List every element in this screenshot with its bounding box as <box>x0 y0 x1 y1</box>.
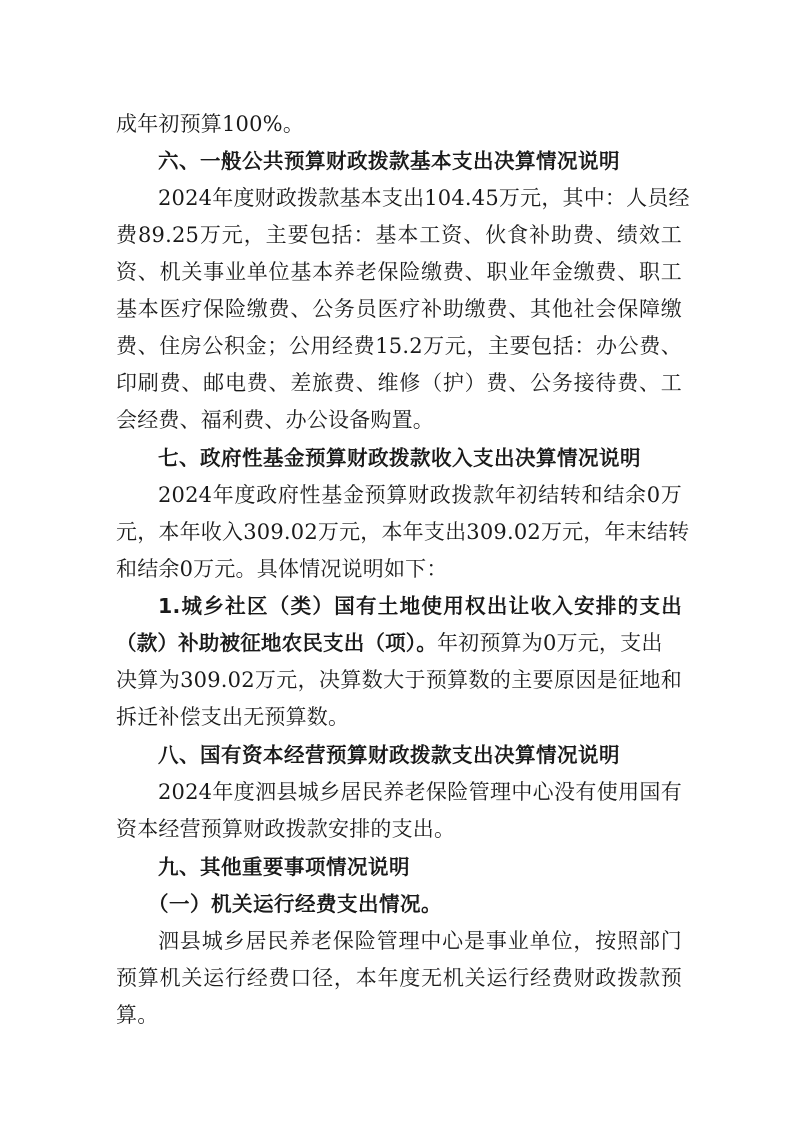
paragraph-line: 资、机关事业单位基本养老保险缴费、职业年金缴费、职工 <box>116 260 682 284</box>
paragraph-line: 2024年度财政拨款基本支出104.45万元，其中：人员经 <box>158 186 690 210</box>
paragraph-line: 泗县城乡居民养老保险管理中心是事业单位，按照部门 <box>158 929 682 953</box>
paragraph-line: 会经费、福利费、办公设备购置。 <box>116 408 434 432</box>
paragraph-line: 拆迁补偿支出无预算数。 <box>116 705 350 729</box>
paragraph-line: 资本经营预算财政拨款安排的支出。 <box>116 817 456 841</box>
item-text: 年初预算为0万元，支出 <box>436 631 663 655</box>
paragraph-line: 成年初预算100%。 <box>116 112 305 136</box>
subsection-heading: （一）机关运行经费支出情况。 <box>148 892 442 916</box>
section-heading-9: 九、其他重要事项情况说明 <box>158 855 410 879</box>
paragraph-line: 决算为309.02万元，决算数大于预算数的主要原因是征地和 <box>116 668 682 692</box>
section-heading-8: 八、国有资本经营预算财政拨款支出决算情况说明 <box>158 743 620 767</box>
item-heading-bold: （款）补助被征地农民支出（项）。 <box>116 631 437 655</box>
paragraph-line: 2024年度泗县城乡居民养老保险管理中心没有使用国有 <box>158 780 682 804</box>
paragraph-line: 元，本年收入309.02万元，本年支出309.02万元，年末结转 <box>116 520 690 544</box>
paragraph-line: 2024年度政府性基金预算财政拨款年初结转和结余0万 <box>158 483 682 507</box>
paragraph-line: 和结余0万元。具体情况说明如下： <box>116 557 448 581</box>
paragraph-line: 预算机关运行经费口径，本年度无机关运行经费财政拨款预 <box>116 966 682 990</box>
item-heading-line: 1.城乡社区（类）国有土地使用权出让收入安排的支出 <box>158 594 682 618</box>
item-mixed-line <box>116 629 682 657</box>
paragraph-line: 算。 <box>116 1003 159 1027</box>
paragraph-line: 基本医疗保险缴费、公务员医疗补助缴费、其他社会保障缴 <box>116 297 682 321</box>
paragraph-line: 费89.25万元，主要包括：基本工资、伙食补助费、绩效工 <box>116 223 682 247</box>
paragraph-line: 印刷费、邮电费、差旅费、维修（护）费、公务接待费、工 <box>116 371 682 395</box>
section-heading-6: 六、一般公共预算财政拨款基本支出决算情况说明 <box>158 149 620 173</box>
section-heading-7: 七、政府性基金预算财政拨款收入支出决算情况说明 <box>158 446 641 470</box>
paragraph-line: 费、住房公积金；公用经费15.2万元，主要包括：办公费、 <box>116 334 682 358</box>
